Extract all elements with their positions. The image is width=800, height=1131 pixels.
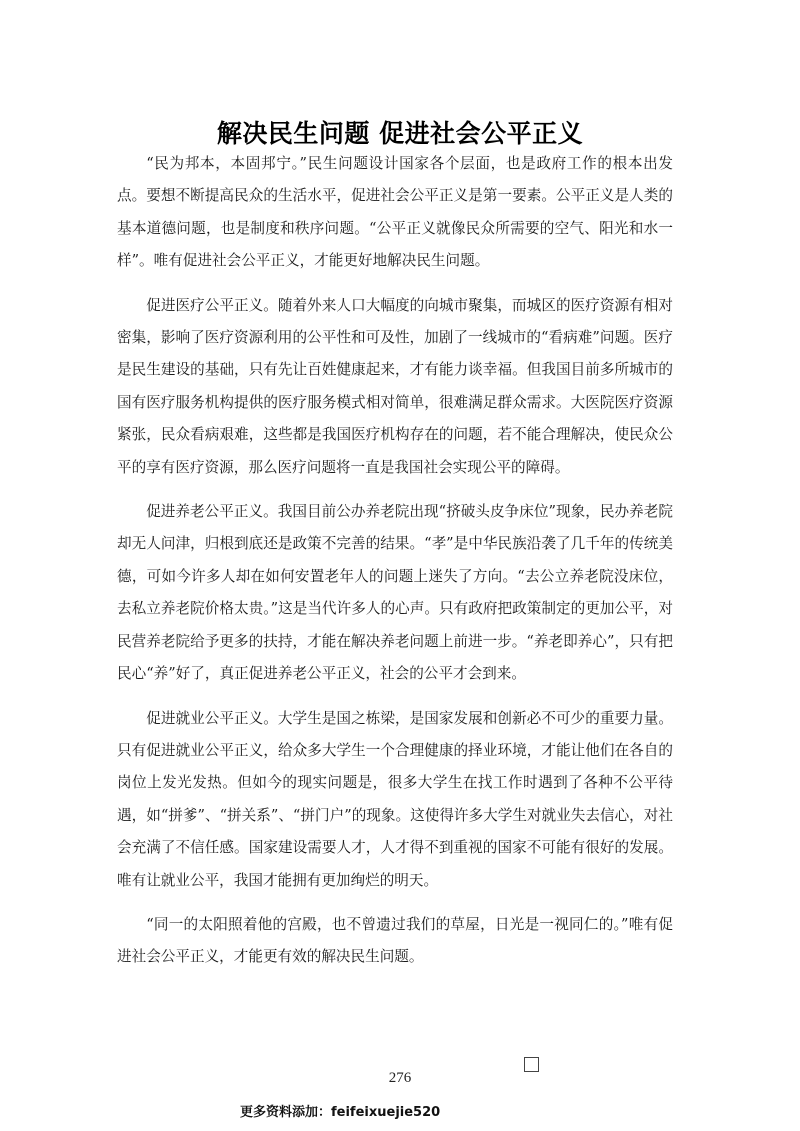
paragraph-conclusion: “同一的太阳照着他的宫殿，也不曾遗过我们的草屋，日光是一视同仁的。”唯有促进社会公平正义，才能更有效的解决民生问题。 xyxy=(117,915,673,966)
paragraph-elderly-care: 促进养老公平正义。我国目前公办养老院出现“挤破头皮争床位”现象，民办养老院却无人问津，归根到底还是政策不完善的结果。“孝”是中华民族沿袭了几千年的传统美德，可如今许多人却在如何安置老年人的问题上迷失了方向。“去公立养老院没床位，去私立养老院价格太贵。”这是当代许多人的心声。只有政府把政策制定的更加公平，对民营养老院给予更多的扶持，才能在解决养老问题上前进一步。“养老即养心”，只有把民心“养”好了，真正促进养老公平正义，社会的公平才会到来。 xyxy=(117,503,673,683)
page-number: 276 xyxy=(388,1070,412,1086)
article-body xyxy=(117,148,673,986)
paragraph-employment: 促进就业公平正义。大学生是国之栋梁，是国家发展和创新必不可少的重要力量。只有促进就业公平正义，给众多大学生一个合理健康的择业环境，才能让他们在各自的岗位上发光发热。但如今的现实问题是，很多大学生在找工作时遇到了各种不公平待遇，如“拼爹”、“拼关系”、“拼门户”的现象。这使得许多大学生对就业失去信心，对社会充满了不信任感。国家建设需要人才，人才得不到重视的国家不可能有很好的发展。唯有让就业公平，我国才能拥有更加绚烂的明天。 xyxy=(117,709,673,889)
paragraph-intro: “民为邦本，本固邦宁。”民生问题设计国家各个层面，也是政府工作的根本出发点。要想不断提高民众的生活水平，促进社会公平正义是第一要素。公平正义是人类的基本道德问题，也是制度和秩序问题。“公平正义就像民众所需要的空气、阳光和水一样”。唯有促进社会公平正义，才能更好地解决民生问题。 xyxy=(117,155,673,270)
footer-note: 更多资料添加：feifeixuejie520 xyxy=(240,1105,441,1120)
paragraph-medical: 促进医疗公平正义。随着外来人口大幅度的向城市聚集，而城区的医疗资源有相对密集，影响了医疗资源利用的公平性和可及性，加剧了一线城市的“看病难”问题。医疗是民生建设的基础，只有先让百姓健康起来，才有能力谈幸福。但我国目前多所城市的国有医疗服务机构提供的医疗服务模式相对简单，很难满足群众需求。大医院医疗资源紧张，民众看病艰难，这些都是我国医疗机构存在的问题，若不能合理解决，使民众公平的享有医疗资源，那么医疗问题将一直是我国社会实现公平的障碍。 xyxy=(117,296,673,476)
empty-box-icon xyxy=(524,1057,539,1072)
page-title: 解决民生问题 促进社会公平正义 xyxy=(216,118,584,148)
